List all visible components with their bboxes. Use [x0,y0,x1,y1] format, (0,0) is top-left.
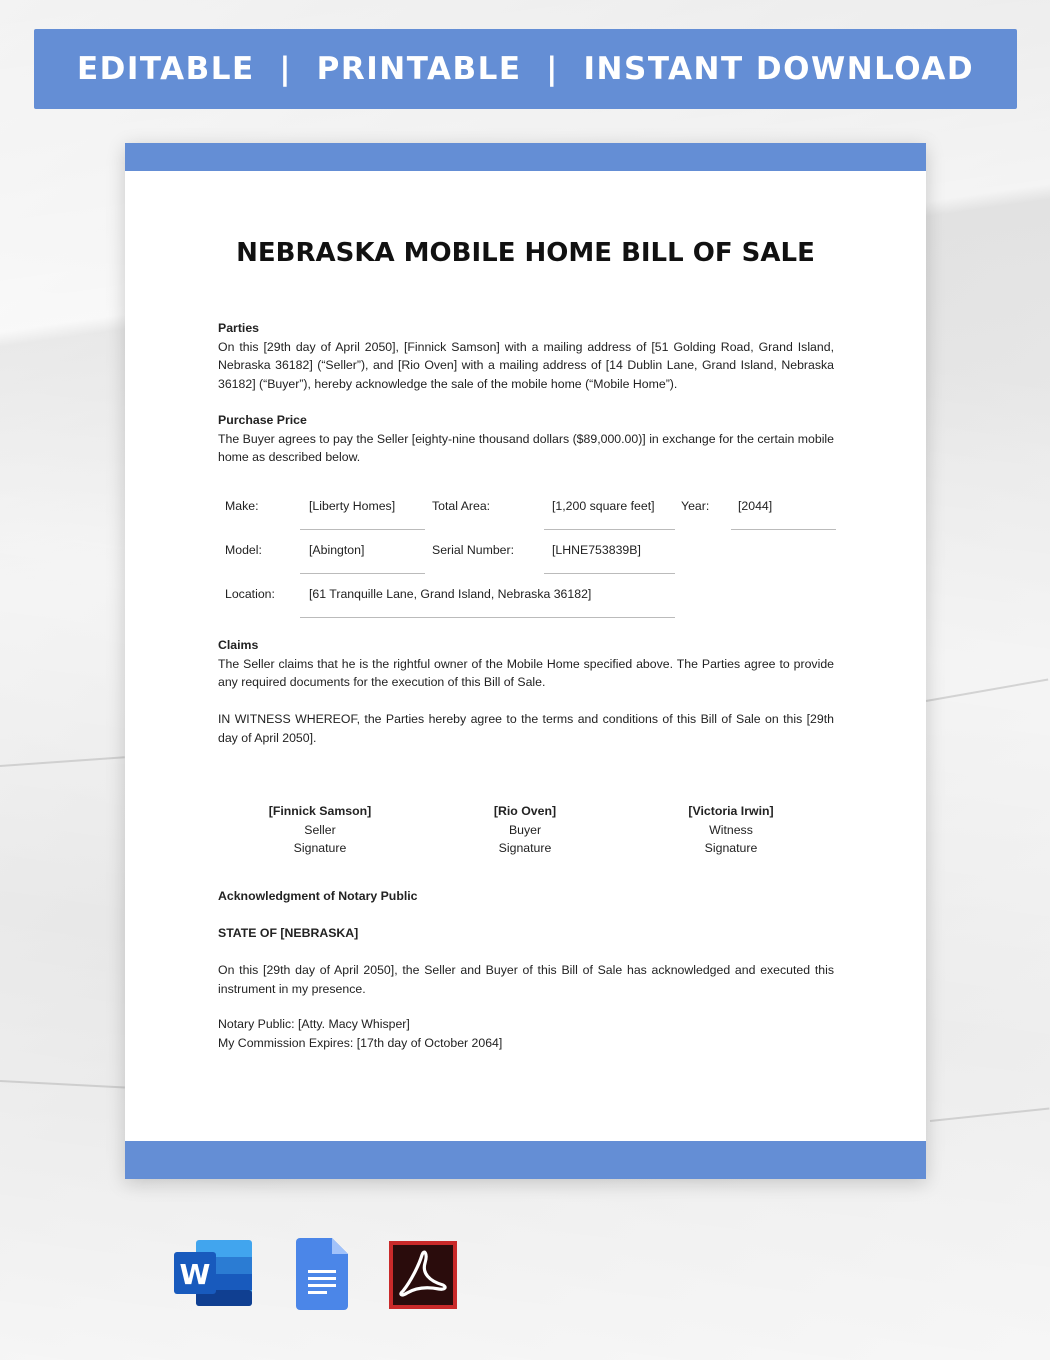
document-header-bar [125,143,926,171]
make-value: [Liberty Homes] [309,499,396,513]
parties-heading: Parties [218,321,260,335]
pdf-icon [389,1241,457,1314]
notary-commission: My Commission Expires: [17th day of October 2064] [218,1036,503,1050]
signature-role: Seller [304,822,336,837]
document-page [125,143,926,1179]
claims-heading: Claims [218,638,259,652]
google-docs-icon [296,1238,348,1315]
purchase-price-section [218,411,834,467]
notary-heading: Acknowledgment of Notary Public [218,889,418,903]
signature-line-label: Signature [704,841,758,855]
year-value: [2044] [738,499,773,513]
make-label: Make: [225,499,259,513]
top-banner [34,29,1017,109]
document-footer-bar [125,1141,926,1179]
location-underline [300,617,675,618]
banner-text: EDITABLE | PRINTABLE | INSTANT DOWNLOAD [76,51,975,87]
marble-vein [0,1080,125,1089]
word-icon [174,1238,254,1313]
signature-name: [Rio Oven] [493,804,557,818]
signature-line-label: Signature [498,841,552,855]
claims-section [218,636,834,692]
purchase-price-heading: Purchase Price [218,413,307,427]
model-value: [Abington] [309,543,365,557]
document-title: NEBRASKA MOBILE HOME BILL OF SALE [236,238,815,268]
parties-body: On this [29th day of April 2050], [Finnick Samson] with a mailing address of [51 Golding Road, Grand Island, Nebraska 36182] (“Seller”), and [Rio Oven] with a mailing address of [14 Dublin Lane, Grand Island, Nebraska 36182] (“Buyer”), hereby acknowledge the sale of the mobile home (“Mobile Home”). [218,339,834,391]
notary-body: On this [29th day of April 2050], the Seller and Buyer of this Bill of Sale has acknowledged and executed this instrument in my presence. [218,963,834,996]
total-area-value: [1,200 square feet] [552,499,655,513]
serial-underline [544,573,675,574]
marble-vein [0,756,125,767]
signature-block-buyer [425,802,625,858]
total-area-label: Total Area: [432,499,491,513]
signature-line-label: Signature [293,841,347,855]
signature-block-witness [631,802,831,858]
location-value: [61 Tranquille Lane, Grand Island, Nebraska 36182] [309,587,592,601]
year-label: Year: [681,499,710,513]
notary-public: Notary Public: [Atty. Macy Whisper] [218,1017,410,1031]
serial-label: Serial Number: [432,543,515,557]
parties-section [218,319,834,393]
purchase-price-body: The Buyer agrees to pay the Seller [eighty-nine thousand dollars ($89,000.00)] in exchange for the certain mobile home as described below. [218,431,834,464]
signature-block-seller [220,802,420,858]
signature-role: Witness [709,822,753,837]
serial-value: [LHNE753839B] [552,543,641,557]
notary-section [218,887,834,906]
claims-body: The Seller claims that he is the rightful owner of the Mobile Home specified above. The Parties agree to provide any required documents for the execution of this Bill of Sale. [218,656,834,689]
signature-role: Buyer [508,822,542,837]
notary-state: STATE OF [NEBRASKA] [218,926,359,940]
signature-name: [Victoria Irwin] [688,804,774,818]
svg-text:W: W [179,1258,211,1291]
make-underline [300,529,425,530]
year-underline [731,529,836,530]
total-area-underline [544,529,675,530]
witness-clause: IN WITNESS WHEREOF, the Parties hereby agree to the terms and conditions of this Bill of Sale on this [29th day of April 2050]. [218,712,834,745]
model-label: Model: [225,543,262,557]
marble-vein [926,678,1048,702]
marble-vein [930,1107,1050,1122]
location-label: Location: [225,587,275,601]
signature-name: [Finnick Samson] [268,804,372,818]
model-underline [300,573,425,574]
